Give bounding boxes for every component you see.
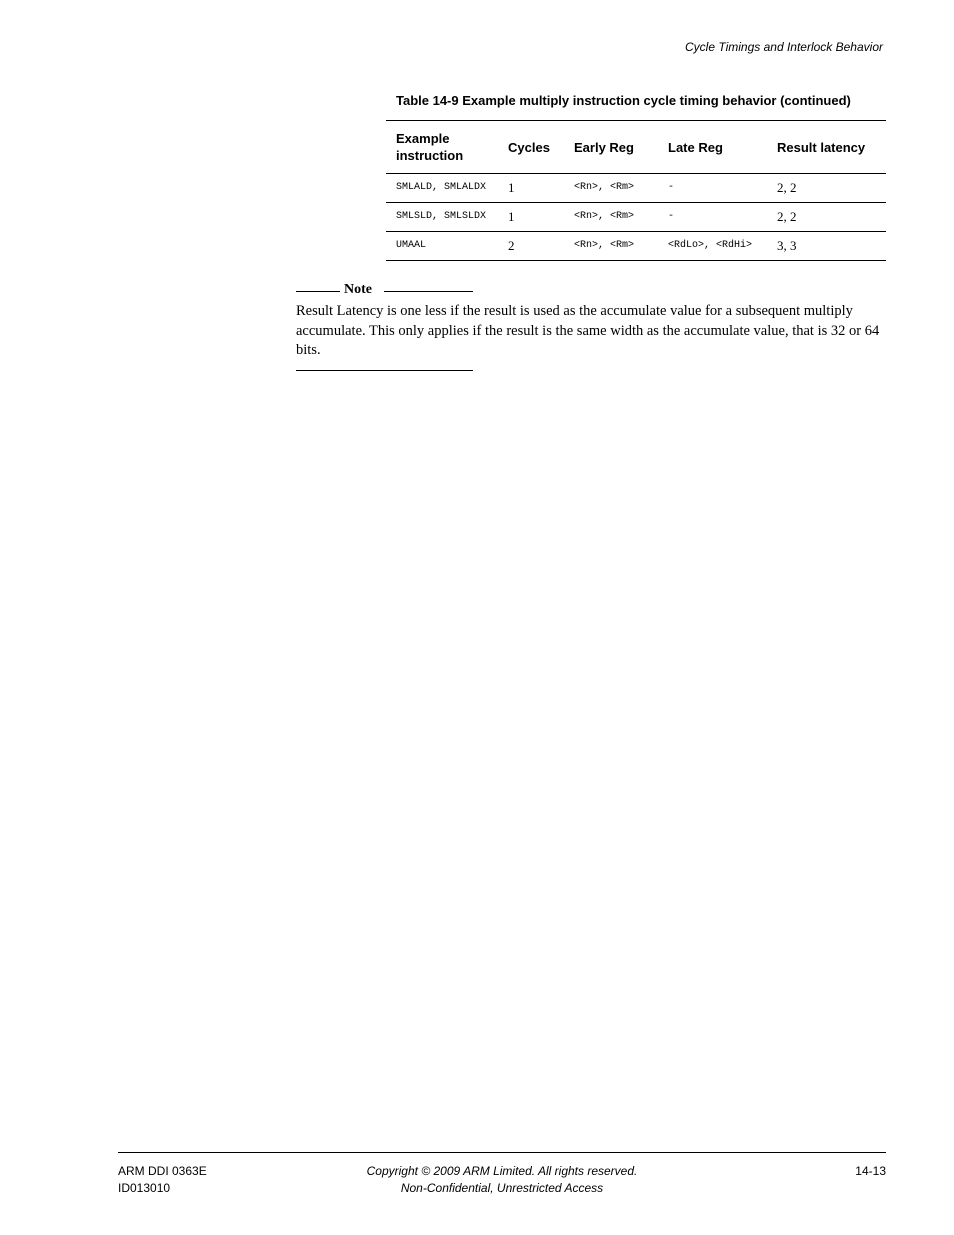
col-header-instruction: Example instruction xyxy=(386,121,498,174)
cell-instruction: UMAAL xyxy=(386,232,498,261)
footer-legal xyxy=(302,1163,702,1197)
cell-result-latency: 2, 2 xyxy=(767,203,886,232)
footer-access: Non-Confidential, Unrestricted Access xyxy=(400,1181,604,1195)
footer-doc-id: ID013010 xyxy=(118,1181,171,1195)
cell-instruction: SMLSLD, SMLSLDX xyxy=(386,203,498,232)
footer-doc-info xyxy=(118,1163,207,1197)
cell-cycles: 2 xyxy=(498,232,564,261)
note-label: Note xyxy=(344,282,372,297)
table-row xyxy=(386,203,886,232)
col-header-early-reg: Early Reg xyxy=(564,121,658,174)
cell-instruction: SMLALD, SMLALDX xyxy=(386,174,498,203)
footer-rule xyxy=(118,1152,886,1153)
note-end-rule xyxy=(296,370,473,371)
col-header-result-latency: Result latency xyxy=(767,121,886,174)
footer-copyright: Copyright © 2009 ARM Limited. All rights reserved. xyxy=(366,1164,638,1178)
timing-table xyxy=(386,120,886,261)
cell-early-reg: <Rn>, <Rm> xyxy=(564,174,658,203)
table-row xyxy=(386,232,886,261)
cell-cycles: 1 xyxy=(498,174,564,203)
note-text: Result Latency is one less if the result is used as the accumulate value for a subsequent multiply accumulate. This only applies if the result is the same width as the accumulate value, that is 32 or 64 bits. xyxy=(296,303,880,358)
note-rule-right xyxy=(384,291,473,292)
footer-doc-number: ARM DDI 0363E xyxy=(118,1164,207,1178)
cell-late-reg: - xyxy=(658,174,767,203)
note-heading xyxy=(296,282,473,300)
running-header: Cycle Timings and Interlock Behavior xyxy=(685,40,883,54)
cell-early-reg: <Rn>, <Rm> xyxy=(564,203,658,232)
cell-result-latency: 3, 3 xyxy=(767,232,886,261)
table-header-row xyxy=(386,121,886,174)
cell-early-reg: <Rn>, <Rm> xyxy=(564,232,658,261)
footer-page-number: 14-13 xyxy=(855,1164,886,1178)
cell-result-latency: 2, 2 xyxy=(767,174,886,203)
cell-late-reg: <RdLo>, <RdHi> xyxy=(658,232,767,261)
table-caption: Table 14-9 Example multiply instruction cycle timing behavior (continued) xyxy=(396,93,851,108)
table-row xyxy=(386,174,886,203)
cell-late-reg: - xyxy=(658,203,767,232)
col-header-cycles: Cycles xyxy=(498,121,564,174)
cell-cycles: 1 xyxy=(498,203,564,232)
note-rule-left xyxy=(296,291,340,292)
col-header-late-reg: Late Reg xyxy=(658,121,767,174)
